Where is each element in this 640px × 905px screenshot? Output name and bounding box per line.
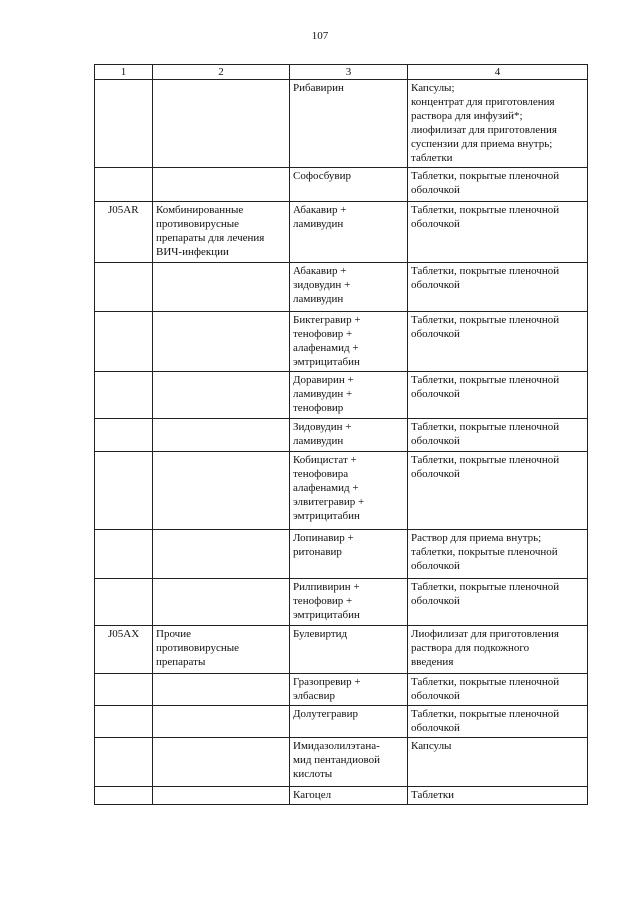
drug-name-line: тенофовир + bbox=[293, 328, 353, 340]
dosage-form-cell bbox=[408, 706, 588, 738]
atc-code-cell bbox=[95, 312, 153, 372]
drug-name-line: алафенамид + bbox=[293, 342, 359, 354]
drug-name-line: ламивудин bbox=[293, 293, 344, 305]
group-name-cell bbox=[153, 787, 290, 805]
table-row bbox=[95, 202, 588, 263]
group-name-cell bbox=[153, 263, 290, 312]
dosage-form-line: раствора для инфузий*; bbox=[411, 110, 523, 122]
atc-code: J05AX bbox=[108, 628, 140, 640]
table-row bbox=[95, 579, 588, 626]
drug-name-line: Рилпивирин + bbox=[293, 581, 360, 593]
atc-code-cell bbox=[95, 452, 153, 530]
dosage-form-line: Капсулы; bbox=[411, 82, 455, 94]
dosage-form-line: Таблетки, покрытые пленочной bbox=[411, 265, 560, 277]
table-row bbox=[95, 787, 588, 805]
drug-name-cell bbox=[290, 80, 408, 168]
dosage-form-line: Таблетки, покрытые пленочной bbox=[411, 314, 560, 326]
dosage-form-line: Таблетки, покрытые пленочной bbox=[411, 676, 560, 688]
dosage-form-cell bbox=[408, 312, 588, 372]
atc-code-cell bbox=[95, 626, 153, 674]
group-name-line: Комбинированные bbox=[156, 204, 244, 216]
group-name-cell bbox=[153, 626, 290, 674]
group-name-line: противовирусные bbox=[156, 642, 240, 654]
column-header: 3 bbox=[290, 65, 408, 80]
drug-name-line: Имидазолилэтана- bbox=[293, 740, 380, 752]
drug-name-line: алафенамид + bbox=[293, 482, 359, 494]
dosage-form-cell bbox=[408, 202, 588, 263]
group-name-cell bbox=[153, 372, 290, 419]
drug-name-line: мид пентандиовой bbox=[293, 754, 381, 766]
dosage-form-cell bbox=[408, 674, 588, 706]
dosage-form-cell bbox=[408, 626, 588, 674]
dosage-form-cell bbox=[408, 372, 588, 419]
table-row bbox=[95, 706, 588, 738]
dosage-form-line: оболочкой bbox=[411, 279, 460, 291]
dosage-form-cell bbox=[408, 419, 588, 452]
drug-name-line: ритонавир bbox=[293, 546, 342, 558]
dosage-form-line: лиофилизат для приготовления bbox=[411, 124, 557, 136]
table-header-row bbox=[95, 65, 588, 80]
drug-name-line: тенофовир bbox=[293, 402, 344, 414]
dosage-form-line: оболочкой bbox=[411, 388, 460, 400]
group-name-cell bbox=[153, 530, 290, 579]
atc-code-cell bbox=[95, 738, 153, 787]
table-row bbox=[95, 312, 588, 372]
drug-name-line: тенофовир + bbox=[293, 595, 353, 607]
drug-name-cell bbox=[290, 787, 408, 805]
drug-name-line: ламивудин bbox=[293, 218, 344, 230]
atc-code-cell bbox=[95, 674, 153, 706]
dosage-form-cell bbox=[408, 452, 588, 530]
drug-name-line: элвитегравир + bbox=[293, 496, 365, 508]
table-row bbox=[95, 419, 588, 452]
dosage-form-cell bbox=[408, 168, 588, 202]
dosage-form-cell bbox=[408, 80, 588, 168]
dosage-form-line: оболочкой bbox=[411, 184, 460, 196]
group-name-cell bbox=[153, 80, 290, 168]
dosage-form-cell bbox=[408, 738, 588, 787]
group-name-line: препараты для лечения bbox=[156, 232, 265, 244]
table-row bbox=[95, 674, 588, 706]
drug-name-line: Кагоцел bbox=[293, 789, 332, 801]
drug-table bbox=[94, 64, 588, 805]
drug-name-line: зидовудин + bbox=[293, 279, 351, 291]
dosage-form-line: раствора для подкожного bbox=[411, 642, 530, 654]
drug-name-line: кислоты bbox=[293, 768, 333, 780]
column-header: 2 bbox=[153, 65, 290, 80]
atc-code-cell bbox=[95, 530, 153, 579]
drug-name-cell bbox=[290, 312, 408, 372]
atc-code-cell bbox=[95, 263, 153, 312]
group-name-line: Прочие bbox=[156, 628, 191, 640]
drug-name-line: тенофовира bbox=[293, 468, 349, 480]
dosage-form-line: оболочкой bbox=[411, 218, 460, 230]
column-header: 1 bbox=[95, 65, 153, 80]
atc-code-cell bbox=[95, 202, 153, 263]
drug-name-line: Лопинавир + bbox=[293, 532, 354, 544]
drug-name-cell bbox=[290, 419, 408, 452]
dosage-form-line: суспензии для приема внутрь; bbox=[411, 138, 553, 150]
dosage-form-line: Раствор для приема внутрь; bbox=[411, 532, 542, 544]
table-row bbox=[95, 452, 588, 530]
atc-code-cell bbox=[95, 372, 153, 419]
atc-code-cell bbox=[95, 579, 153, 626]
dosage-form-line: Таблетки, покрытые пленочной bbox=[411, 374, 560, 386]
dosage-form-cell bbox=[408, 530, 588, 579]
drug-name-line: Доравирин + bbox=[293, 374, 354, 386]
drug-name-cell bbox=[290, 530, 408, 579]
group-name-cell bbox=[153, 202, 290, 263]
drug-name-line: Биктегравир + bbox=[293, 314, 361, 326]
dosage-form-line: оболочкой bbox=[411, 435, 460, 447]
dosage-form-line: Таблетки bbox=[411, 789, 455, 801]
dosage-form-line: оболочкой bbox=[411, 560, 460, 572]
drug-name-line: Абакавир + bbox=[293, 265, 347, 277]
dosage-form-line: оболочкой bbox=[411, 328, 460, 340]
dosage-form-cell bbox=[408, 787, 588, 805]
dosage-form-cell bbox=[408, 579, 588, 626]
drug-name-cell bbox=[290, 674, 408, 706]
dosage-form-line: Таблетки, покрытые пленочной bbox=[411, 581, 560, 593]
table-row bbox=[95, 168, 588, 202]
table-row bbox=[95, 530, 588, 579]
drug-name-line: Рибавирин bbox=[293, 82, 344, 94]
atc-code-cell bbox=[95, 80, 153, 168]
drug-name-cell bbox=[290, 263, 408, 312]
atc-code-cell bbox=[95, 787, 153, 805]
column-header: 4 bbox=[408, 65, 588, 80]
dosage-form-cell bbox=[408, 263, 588, 312]
drug-name-cell bbox=[290, 738, 408, 787]
atc-code-cell bbox=[95, 706, 153, 738]
dosage-form-line: Таблетки, покрытые пленочной bbox=[411, 454, 560, 466]
drug-name-cell bbox=[290, 372, 408, 419]
drug-name-line: Зидовудин + bbox=[293, 421, 352, 433]
atc-code: J05AR bbox=[108, 204, 139, 216]
dosage-form-line: таблетки bbox=[411, 152, 453, 164]
drug-name-line: Софосбувир bbox=[293, 170, 352, 182]
drug-name-line: эмтрицитабин bbox=[293, 356, 360, 368]
table-row bbox=[95, 626, 588, 674]
dosage-form-line: оболочкой bbox=[411, 722, 460, 734]
dosage-form-line: таблетки, покрытые пленочной bbox=[411, 546, 558, 558]
dosage-form-line: Лиофилизат для приготовления bbox=[411, 628, 559, 640]
drug-name-line: ламивудин bbox=[293, 435, 344, 447]
group-name-cell bbox=[153, 312, 290, 372]
drug-name-line: Кобицистат + bbox=[293, 454, 357, 466]
drug-name-cell bbox=[290, 626, 408, 674]
dosage-form-line: Таблетки, покрытые пленочной bbox=[411, 204, 560, 216]
group-name-cell bbox=[153, 452, 290, 530]
table-row bbox=[95, 372, 588, 419]
atc-code-cell bbox=[95, 168, 153, 202]
drug-name-line: Долутегравир bbox=[293, 708, 359, 720]
table-row bbox=[95, 738, 588, 787]
table-row bbox=[95, 263, 588, 312]
drug-name-cell bbox=[290, 579, 408, 626]
dosage-form-line: Таблетки, покрытые пленочной bbox=[411, 421, 560, 433]
drug-name-line: элбасвир bbox=[293, 690, 335, 702]
drug-name-line: Гразопревир + bbox=[293, 676, 361, 688]
group-name-cell bbox=[153, 579, 290, 626]
group-name-cell bbox=[153, 168, 290, 202]
dosage-form-line: концентрат для приготовления bbox=[411, 96, 555, 108]
dosage-form-line: Капсулы bbox=[411, 740, 452, 752]
table-row bbox=[95, 80, 588, 168]
dosage-form-line: оболочкой bbox=[411, 468, 460, 480]
dosage-form-line: оболочкой bbox=[411, 595, 460, 607]
group-name-line: противовирусные bbox=[156, 218, 240, 230]
dosage-form-line: оболочкой bbox=[411, 690, 460, 702]
drug-name-line: эмтрицитабин bbox=[293, 609, 360, 621]
drug-name-cell bbox=[290, 168, 408, 202]
drug-name-line: Абакавир + bbox=[293, 204, 347, 216]
group-name-line: ВИЧ-инфекции bbox=[156, 246, 229, 258]
drug-name-cell bbox=[290, 202, 408, 263]
group-name-cell bbox=[153, 738, 290, 787]
drug-name-cell bbox=[290, 452, 408, 530]
drug-name-line: ламивудин + bbox=[293, 388, 353, 400]
dosage-form-line: Таблетки, покрытые пленочной bbox=[411, 170, 560, 182]
group-name-line: препараты bbox=[156, 656, 206, 668]
dosage-form-line: введения bbox=[411, 656, 454, 668]
atc-code-cell bbox=[95, 419, 153, 452]
drug-name-line: эмтрицитабин bbox=[293, 510, 360, 522]
dosage-form-line: Таблетки, покрытые пленочной bbox=[411, 708, 560, 720]
group-name-cell bbox=[153, 419, 290, 452]
drug-name-line: Булевиртид bbox=[293, 628, 348, 640]
group-name-cell bbox=[153, 706, 290, 738]
page-number: 107 bbox=[311, 30, 329, 42]
group-name-cell bbox=[153, 674, 290, 706]
drug-name-cell bbox=[290, 706, 408, 738]
